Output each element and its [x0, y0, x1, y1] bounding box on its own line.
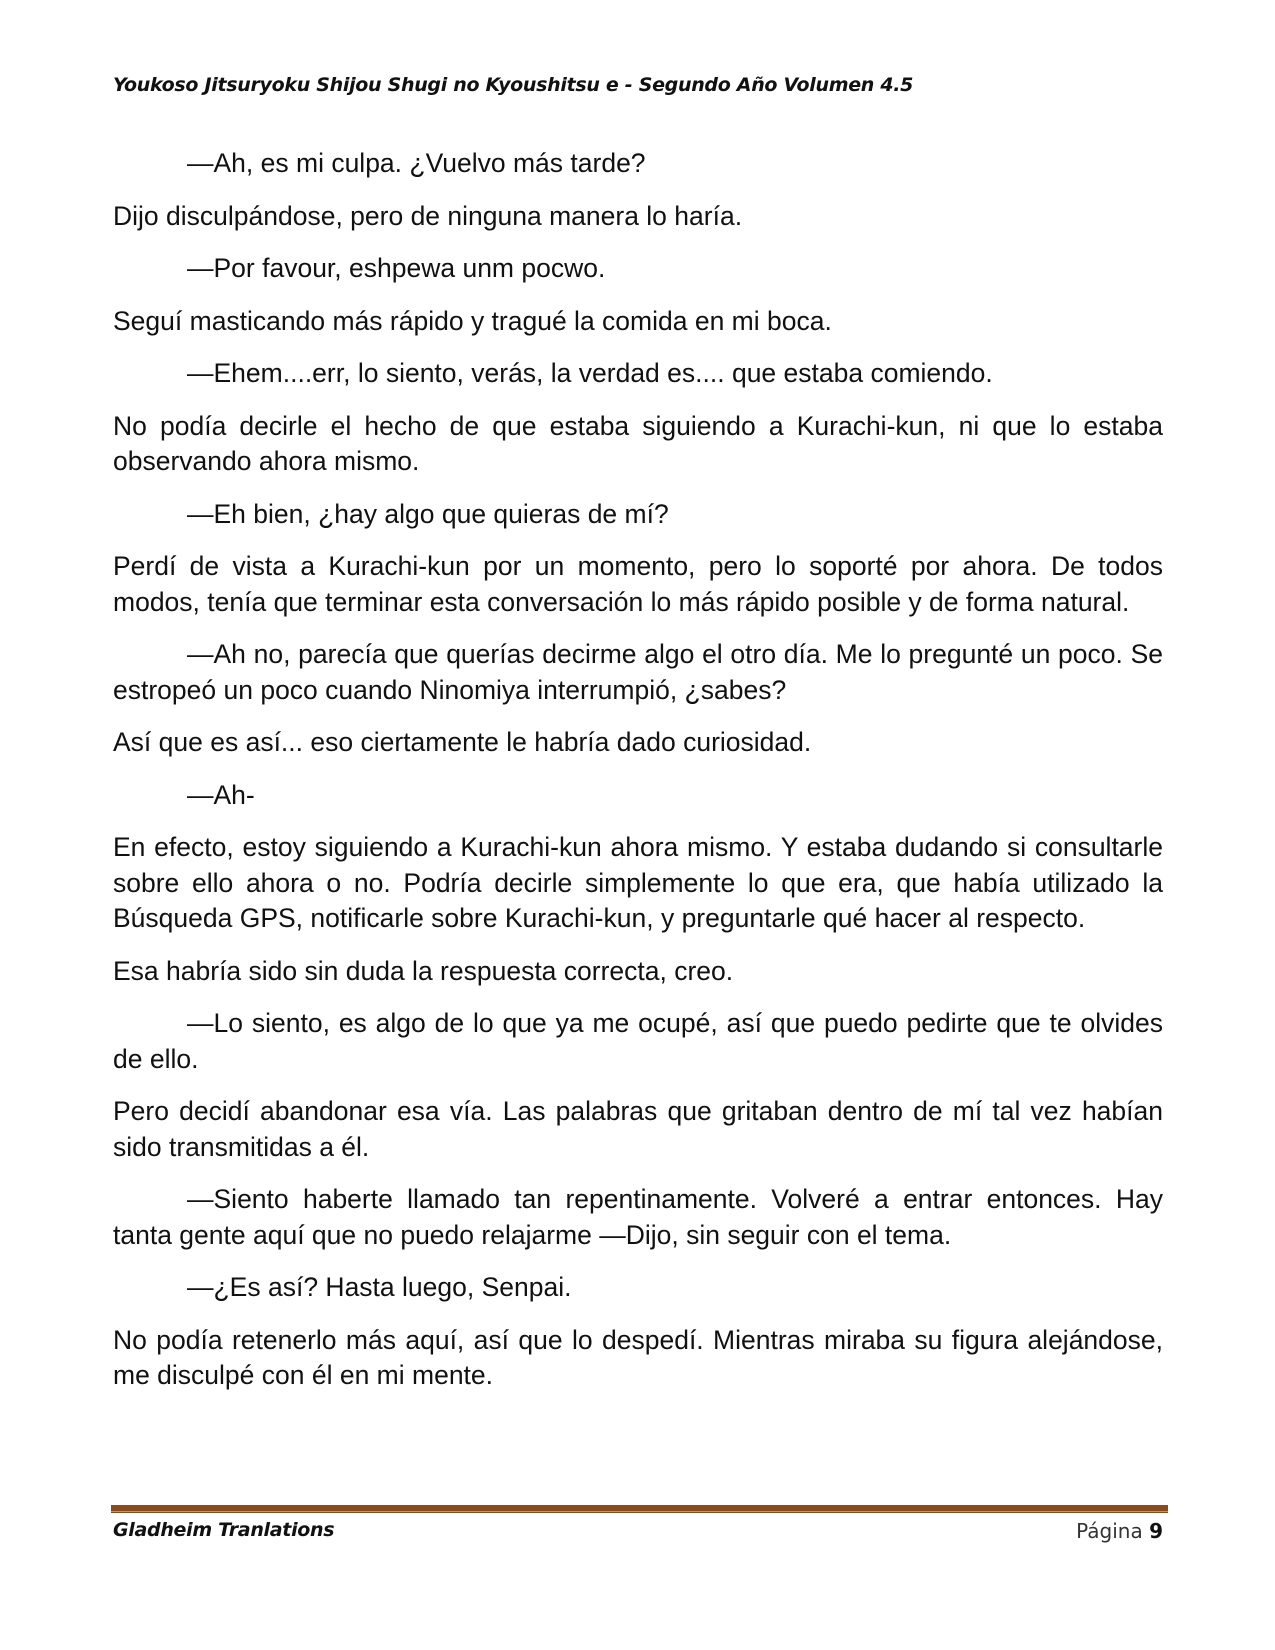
footer-credit: Gladheim Tranlations: [113, 1519, 335, 1541]
paragraph: Así que es así... eso ciertamente le habría dado curiosidad.: [113, 727, 812, 757]
paragraph: En efecto, estoy siguiendo a Kurachi-kun ahora mismo. Y estaba dudando si consultarle sobre ello ahora o no. Podría decirle simplemente lo que era, que había utilizado la Búsqueda GPS, notificarle sobre Kurachi-kun, y preguntarle qué hacer al respecto.: [113, 832, 1163, 933]
paragraph: —Ah, es mi culpa. ¿Vuelvo más tarde?: [187, 148, 646, 178]
paragraph: Esa habría sido sin duda la respuesta correcta, creo.: [113, 955, 734, 986]
paragraph: —Ehem....err, lo siento, verás, la verdad es.... que estaba comiendo.: [187, 358, 993, 388]
running-header: Youkoso Jitsuryoku Shijou Shugi no Kyoushitsu e - Segundo Año Volumen 4.5: [113, 74, 914, 96]
paragraph: —Por favour, eshpewa unm pocwo.: [187, 253, 606, 283]
paragraph: No podía decirle el hecho de que estaba siguiendo a Kurachi-kun, ni que lo estaba observando ahora mismo.: [113, 410, 1163, 476]
paragraph: —Siento haberte llamado tan repentinamente. Volveré a entrar entonces. Hay tanta gente aquí que no puedo relajarme —Dijo, sin seguir con el tema.: [113, 1184, 1163, 1250]
paragraph: Seguí masticando más rápido y tragué la comida en mi boca.: [113, 305, 832, 336]
paragraph: —Lo siento, es algo de lo que ya me ocupé, así que puedo pedirte que te olvides de ello.: [113, 1008, 1163, 1074]
paragraph: Dijo disculpándose, pero de ninguna manera lo haría.: [113, 200, 743, 231]
paragraph: —¿Es así? Hasta luego, Senpai.: [187, 1272, 572, 1302]
page-label: Página: [1076, 1519, 1143, 1543]
paragraph: —Ah no, parecía que querías decirme algo el otro día. Me lo pregunté un poco. Se estropeó un poco cuando Ninomiya interrumpió, ¿sabes?: [113, 639, 1163, 705]
paragraph: Perdí de vista a Kurachi-kun por un momento, pero lo soporté por ahora. De todos modos, tenía que terminar esta conversación lo más rápido posible y de forma natural.: [113, 551, 1163, 617]
page-number-block: [1076, 1519, 1163, 1543]
paragraph: —Eh bien, ¿hay algo que quieras de mí?: [187, 498, 669, 529]
body-text: [113, 146, 1163, 1411]
footer-divider: [111, 1505, 1168, 1513]
paragraph: No podía retenerlo más aquí, así que lo despedí. Mientras miraba su figura alejándose, me disculpé con él en mi mente.: [113, 1324, 1163, 1390]
page-number: 9: [1149, 1519, 1163, 1543]
paragraph: —Ah-: [187, 779, 255, 810]
paragraph: Pero decidí abandonar esa vía. Las palabras que gritaban dentro de mí tal vez habían sido transmitidas a él.: [113, 1096, 1163, 1162]
